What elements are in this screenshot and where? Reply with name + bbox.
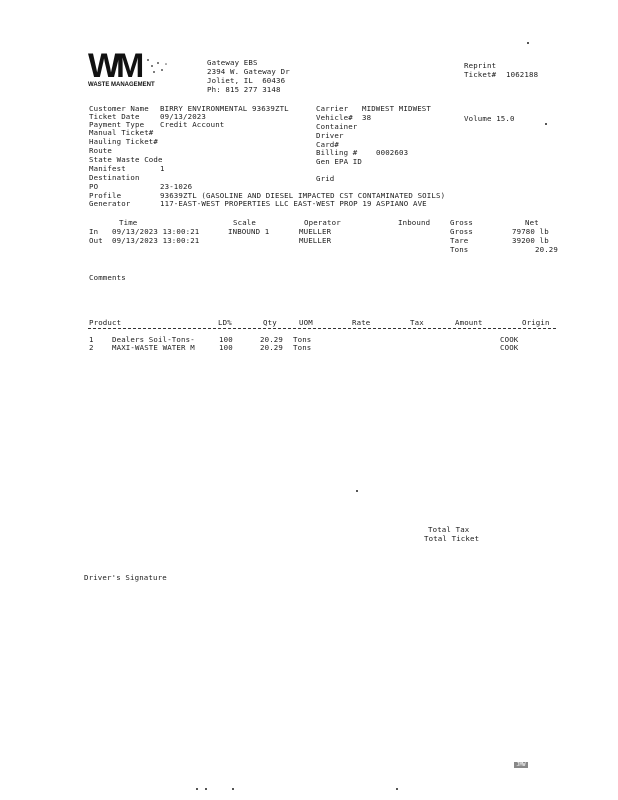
- volume-text: Volume 15.0: [464, 114, 515, 123]
- payment-type-value: Credit Account: [160, 120, 225, 129]
- total-ticket-label: Total Ticket: [424, 534, 480, 543]
- ticket-number-label: Ticket#: [464, 70, 497, 79]
- carrier-label: Carrier: [316, 104, 349, 113]
- product-row-1-qty: 20.29: [260, 335, 283, 344]
- state-waste-code-label: State Waste Code: [89, 155, 163, 164]
- payment-type-label: Payment Type: [89, 120, 145, 129]
- driver-label: Driver: [316, 131, 344, 140]
- svg-text:M: M: [116, 50, 145, 85]
- vehicle-label: Vehicle#: [316, 113, 353, 122]
- destination-label: Destination: [89, 173, 140, 182]
- product-row-2-qty: 20.29: [260, 343, 283, 352]
- weigh-in-operator: MUELLER: [299, 227, 332, 236]
- comments-label: Comments: [89, 273, 126, 282]
- products-header-rate: Rate: [352, 318, 371, 327]
- manifest-value: 1: [160, 164, 165, 173]
- profile-value: 93639ZTL (GASOLINE AND DIESEL IMPACTED CST CONTAMINATED SOILS): [160, 191, 446, 200]
- products-header-uom: UOM: [299, 318, 313, 327]
- vehicle-value: 38: [362, 113, 372, 122]
- product-row-2-ld: 100: [219, 343, 233, 352]
- product-row-1-origin: COOK: [500, 335, 519, 344]
- product-row-2-origin: COOK: [500, 343, 519, 352]
- weigh-header-net: Net: [525, 218, 539, 227]
- product-row-1-uom: Tons: [293, 335, 312, 344]
- tons-label: Tons: [450, 245, 469, 254]
- generator-label: Generator: [89, 199, 131, 208]
- weigh-in-weight: 79780 lb: [512, 227, 549, 236]
- billing-label: Billing #: [316, 148, 358, 157]
- product-row-2-uom: Tons: [293, 343, 312, 352]
- customer-value: BIRRY ENVIRONMENTAL 93639ZTL: [160, 104, 289, 113]
- weigh-header-gross: Gross: [450, 218, 473, 227]
- weigh-header-operator: Operator: [304, 218, 341, 227]
- weigh-header-inbound: Inbound: [398, 218, 431, 227]
- total-tax-label: Total Tax: [428, 525, 470, 534]
- weigh-in-time: 09/13/2023 13:00:21: [112, 227, 200, 236]
- products-header-origin: Origin: [522, 318, 550, 327]
- weigh-out-weight: 39200 lb: [512, 236, 549, 245]
- generator-value: 117-EAST-WEST PROPERTIES LLC EAST-WEST PROP 19 ASPIANO AVE: [160, 199, 427, 208]
- billing-value: 0002603: [376, 148, 409, 157]
- facility-phone: Ph: 815 277 3148: [207, 85, 281, 94]
- customer-label: Customer Name: [89, 104, 149, 113]
- ticket-date-value: 09/13/2023: [160, 112, 206, 121]
- po-value: 23-1026: [160, 182, 193, 191]
- weigh-in-dir: In: [89, 227, 99, 236]
- product-row-1-ld: 100: [219, 335, 233, 344]
- corner-stamp: JMW: [514, 762, 528, 768]
- product-row-2-name: MAXI-WASTE WATER M: [112, 343, 195, 352]
- facility-city: Joliet, IL 60436: [207, 76, 286, 85]
- facility-street: 2394 W. Gateway Dr: [207, 67, 290, 76]
- reprint-label: Reprint: [464, 61, 497, 70]
- container-label: Container: [316, 122, 358, 131]
- hauling-ticket-label: Hauling Ticket#: [89, 137, 158, 146]
- weigh-in-label: Gross: [450, 227, 473, 236]
- weigh-out-label: Tare: [450, 236, 469, 245]
- product-row-1-name: Dealers Soil-Tons-: [112, 335, 195, 344]
- products-divider: [88, 328, 556, 329]
- logo-caption: WASTE MANAGEMENT: [88, 82, 155, 88]
- weigh-out-operator: MUELLER: [299, 236, 332, 245]
- waste-management-logo: [88, 50, 200, 88]
- card-label: Card#: [316, 140, 339, 149]
- grid-label: Grid: [316, 174, 335, 183]
- manifest-label: Manifest: [89, 164, 126, 173]
- weigh-in-scale: INBOUND 1: [228, 227, 270, 236]
- ticket-number-value: 1062188: [506, 70, 539, 79]
- carrier-value: MIDWEST MIDWEST: [362, 104, 431, 113]
- weigh-header-scale: Scale: [233, 218, 256, 227]
- profile-label: Profile: [89, 191, 122, 200]
- tons-value: 20.29: [535, 245, 558, 254]
- ticket-date-label: Ticket Date: [89, 112, 140, 121]
- products-header-product: Product: [89, 318, 122, 327]
- wm-logo-icon: [88, 50, 200, 88]
- facility-name: Gateway EBS: [207, 58, 258, 67]
- products-header-amount: Amount: [455, 318, 483, 327]
- product-row-2-num: 2: [89, 343, 94, 352]
- weigh-out-dir: Out: [89, 236, 103, 245]
- po-label: PO: [89, 182, 99, 191]
- products-header-tax: Tax: [410, 318, 424, 327]
- route-label: Route: [89, 146, 112, 155]
- manual-ticket-label: Manual Ticket#: [89, 128, 154, 137]
- product-row-1-num: 1: [89, 335, 94, 344]
- weigh-out-time: 09/13/2023 13:00:21: [112, 236, 200, 245]
- weigh-header-time: Time: [119, 218, 138, 227]
- products-header-qty: Qty: [263, 318, 277, 327]
- gen-epa-label: Gen EPA ID: [316, 157, 362, 166]
- driver-signature-label: Driver's Signature: [84, 573, 167, 582]
- logo-letter: W: [88, 50, 121, 85]
- products-header-ld: LD%: [218, 318, 232, 327]
